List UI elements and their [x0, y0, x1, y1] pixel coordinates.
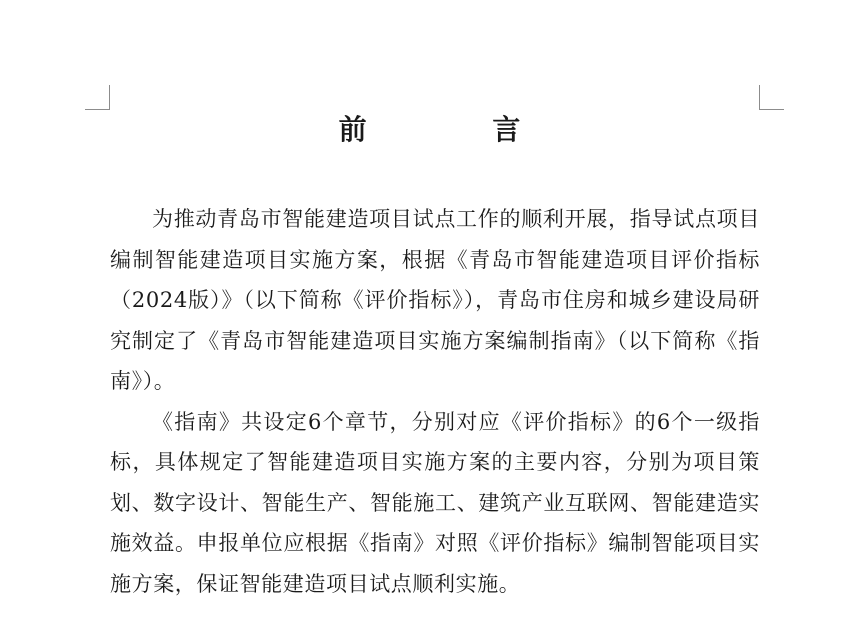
document-body: [110, 199, 760, 604]
margin-corner-mark-left: [85, 85, 110, 110]
margin-corner-mark-right: [759, 85, 784, 110]
page-title: 前 言: [338, 113, 579, 146]
paragraph-1: 为推动青岛市智能建造项目试点工作的顺利开展，指导试点项目编制智能建造项目实施方案，根据《青岛市智能建造项目评价指标（2024版）》（以下简称《评价指标》），青岛市住房和城乡建设局研究制定了《青岛市智能建造项目实施方案编制指南》（以下简称《指南》）。: [110, 207, 760, 393]
paragraph-2: 《指南》共设定6个章节，分别对应《评价指标》的6个一级指标，具体规定了智能建造项目实施方案的主要内容，分别为项目策划、数字设计、智能生产、智能施工、建筑产业互联网、智能建造实施效益。申报单位应根据《指南》对照《评价指标》编制智能项目实施方案，保证智能建造项目试点顺利实施。: [110, 409, 760, 596]
